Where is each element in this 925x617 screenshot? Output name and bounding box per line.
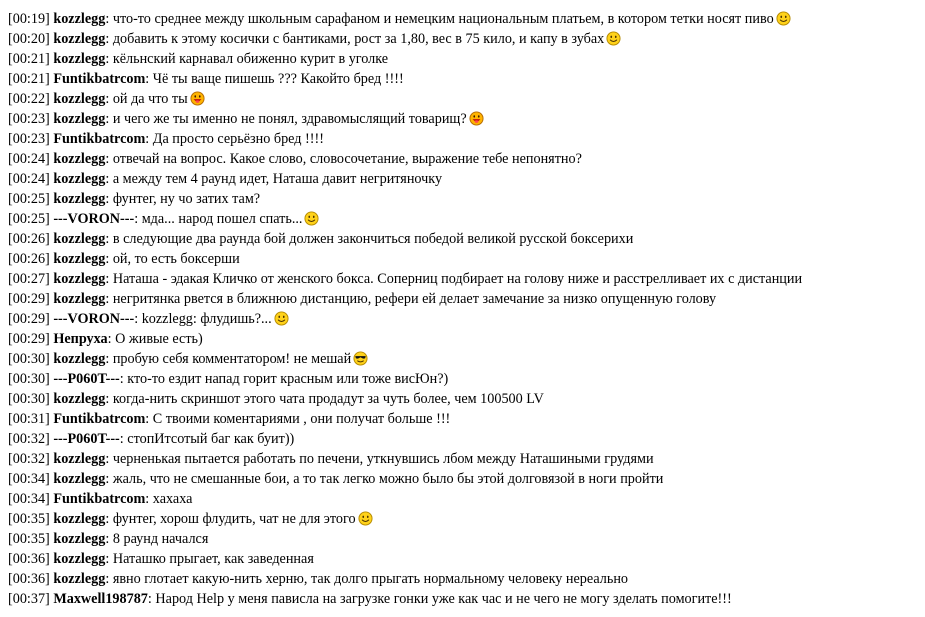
message-text: : мда... народ пошел спать... [134,211,303,227]
chat-message [8,269,920,289]
chat-message [8,369,920,389]
chat-log [8,9,920,609]
smile-icon [776,11,791,26]
message-text: : пробую себя комментатором! не мешай [105,351,352,367]
chat-message [8,9,920,29]
smile-icon [606,31,621,46]
message-text: : жаль, что не смешанные бои, а то так легко можно было бы этой долговязой в ноги пройти [105,471,664,487]
chat-message [8,509,920,529]
message-nick: kozzlegg [53,531,106,547]
message-nick: kozzlegg [53,471,106,487]
message-text: : фунтег, ну чо затих там? [105,191,261,207]
message-timestamp: [00:23] [8,111,50,127]
message-text: : в следующие два раунда бой должен закончиться победой великой русской боксерихи [105,231,634,247]
chat-message [8,169,920,189]
message-text: : ой да что ты [105,91,188,107]
chat-message [8,569,920,589]
message-text: : что-то среднее между школьным сарафаном и немецким национальным платьем, в котором тетки носят пиво [105,11,774,27]
message-nick: kozzlegg [53,11,106,27]
message-timestamp: [00:36] [8,551,50,567]
message-nick: ---P060T--- [53,371,120,387]
message-nick: kozzlegg [53,51,106,67]
message-nick: kozzlegg [53,231,106,247]
message-nick: Funtikbatrcom [53,491,146,507]
chat-message [8,489,920,509]
chat-message [8,89,920,109]
message-nick: kozzlegg [53,571,106,587]
message-nick: kozzlegg [53,91,106,107]
message-text: : Наташко прыгает, как заведенная [105,551,314,567]
message-timestamp: [00:20] [8,31,50,47]
chat-message [8,409,920,429]
message-timestamp: [00:30] [8,391,50,407]
message-nick: kozzlegg [53,171,106,187]
message-text: : а между тем 4 раунд идет, Наташа давит негритяночку [105,171,443,187]
message-nick: kozzlegg [53,511,106,527]
message-timestamp: [00:21] [8,71,50,87]
message-timestamp: [00:36] [8,571,50,587]
message-text: : Наташа - эдакая Кличко от женского бокса. Соперниц подбирает на голову ниже и расстрелливает их с дистанции [105,271,803,287]
smile-icon [358,511,373,526]
chat-message [8,349,920,369]
chat-message [8,109,920,129]
chat-message [8,149,920,169]
message-text: : когда-нить скриншот этого чата продадут за чуть более, чем 100500 LV [105,391,544,407]
message-timestamp: [00:35] [8,531,50,547]
message-nick: kozzlegg [53,391,106,407]
smile-icon [304,211,319,226]
tongue-icon [190,91,205,106]
chat-message [8,309,920,329]
message-timestamp: [00:24] [8,151,50,167]
chat-message [8,449,920,469]
message-text: : отвечай на вопрос. Какое слово, словосочетание, выражение тебе непонятно? [105,151,582,167]
message-timestamp: [00:25] [8,211,50,227]
message-timestamp: [00:34] [8,471,50,487]
message-text: : хахаха [145,491,193,507]
message-nick: ---VORON--- [53,311,135,327]
message-text: : явно глотает какую-нить херню, так долго прыгать нормальному человеку нереально [105,571,629,587]
chat-message [8,329,920,349]
message-text: : Народ Help у меня пависла на загрузке гонки уже как час и не чего не могу зделать помогите!!! [147,591,732,607]
message-timestamp: [00:30] [8,371,50,387]
message-text: : С твоими коментариями , они получат больше !!! [145,411,451,427]
message-timestamp: [00:25] [8,191,50,207]
message-timestamp: [00:37] [8,591,50,607]
chat-message [8,549,920,569]
chat-message [8,529,920,549]
message-timestamp: [00:19] [8,11,50,27]
message-timestamp: [00:29] [8,311,50,327]
message-timestamp: [00:24] [8,171,50,187]
chat-message [8,469,920,489]
message-timestamp: [00:22] [8,91,50,107]
message-timestamp: [00:31] [8,411,50,427]
message-nick: kozzlegg [53,291,106,307]
message-text: : ой, то есть боксерши [105,251,240,267]
message-nick: Funtikbatrcom [53,131,146,147]
message-text: : 8 раунд начался [105,531,209,547]
message-nick: Funtikbatrcom [53,71,146,87]
message-nick: ---P060T--- [53,431,120,447]
message-timestamp: [00:21] [8,51,50,67]
chat-message [8,189,920,209]
message-text: : добавить к этому косички с бантиками, рост за 1,80, вес в 75 кило, и капу в зубах [105,31,605,47]
message-timestamp: [00:32] [8,451,50,467]
message-timestamp: [00:29] [8,331,50,347]
message-nick: kozzlegg [53,151,106,167]
message-timestamp: [00:35] [8,511,50,527]
message-text: : стопИтсотый баг как буит)) [119,431,295,447]
chat-message [8,589,920,609]
message-nick: kozzlegg [53,191,106,207]
chat-message [8,249,920,269]
message-text: : Да просто серьёзно бред !!!! [145,131,324,147]
message-text: : и чего же ты именно не понял, здравомыслящий товарищ? [105,111,467,127]
message-timestamp: [00:30] [8,351,50,367]
message-nick: Maxwell198787 [53,591,148,607]
message-text: : фунтег, хорош флудить, чат не для этого [105,511,356,527]
message-timestamp: [00:29] [8,291,50,307]
message-text: : черненькая пытается работать по печени, уткнувшись лбом между Наташиными грудями [105,451,654,467]
chat-message [8,289,920,309]
message-text: : кто-то ездит напад горит красным или тоже висЮн?) [119,371,449,387]
message-nick: kozzlegg [53,251,106,267]
chat-message [8,69,920,89]
message-timestamp: [00:34] [8,491,50,507]
message-nick: kozzlegg [53,451,106,467]
chat-message [8,129,920,149]
message-nick: kozzlegg [53,111,106,127]
chat-message [8,389,920,409]
message-text: : kozzlegg: флудишь?... [134,311,272,327]
message-text: : негритянка рвется в ближнюю дистанцию, рефери ей делает замечание за низко опущенную голову [105,291,717,307]
chat-message [8,29,920,49]
message-nick: kozzlegg [53,351,106,367]
message-text: : кёльнский карнавал обиженно курит в уголке [105,51,389,67]
message-nick: kozzlegg [53,31,106,47]
message-nick: Непруха [53,331,108,347]
message-timestamp: [00:26] [8,231,50,247]
message-nick: Funtikbatrcom [53,411,146,427]
chat-message [8,49,920,69]
smile-icon [274,311,289,326]
message-timestamp: [00:26] [8,251,50,267]
message-timestamp: [00:23] [8,131,50,147]
message-text: : О живые есть) [107,331,203,347]
message-timestamp: [00:27] [8,271,50,287]
chat-message [8,429,920,449]
message-nick: kozzlegg [53,271,106,287]
message-nick: kozzlegg [53,551,106,567]
message-timestamp: [00:32] [8,431,50,447]
tongue-icon [469,111,484,126]
cool-icon [353,351,368,366]
chat-message [8,229,920,249]
message-text: : Чё ты ваще пишешь ??? Какойто бред !!!! [145,71,404,87]
message-nick: ---VORON--- [53,211,135,227]
chat-message [8,209,920,229]
